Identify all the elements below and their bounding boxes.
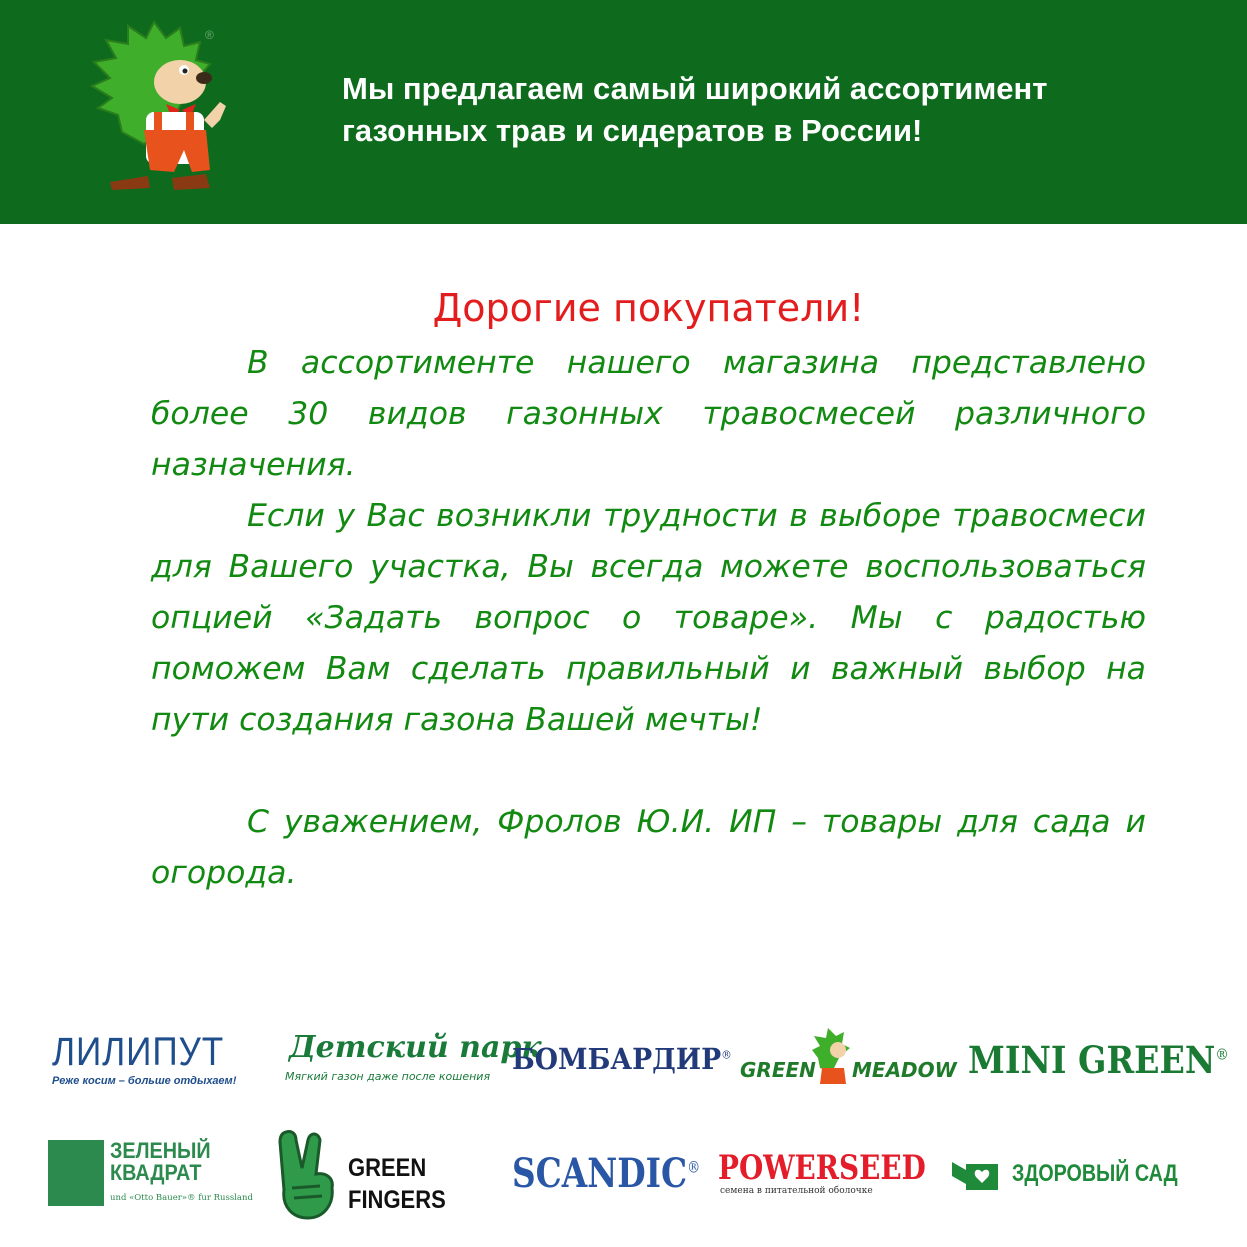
green-square-icon [48, 1140, 104, 1206]
victory-hand-icon [272, 1128, 344, 1220]
zdorovy-sad-name: ЗДОРОВЫЙ САД [1012, 1160, 1178, 1187]
brand-logo-green-fingers [272, 1128, 477, 1220]
brand-logo-zeleny-kvadrat [48, 1138, 253, 1206]
header-banner [0, 0, 1247, 224]
gm-meadow-word: MEADOW [852, 1058, 957, 1082]
brand-logo-zdorovy-sad [948, 1150, 1208, 1200]
hedgehog-mascot-icon [88, 20, 238, 195]
brand-logo-mini-green: MINI GREEN® [968, 1038, 1229, 1082]
powerseed-tagline: семена в питательной оболочке [720, 1186, 873, 1196]
scandic-name: SCANDIC [512, 1150, 688, 1197]
banner-line-2: газонных трав и сидератов в России! [342, 113, 923, 148]
letter-paragraph-1: В ассортименте нашего магазина представлено более 30 видов газонных травосмесей различного назначения. [151, 345, 1146, 483]
letter-signature: С уважением, Фролов Ю.И. ИП – товары для сада и огорода. [151, 804, 1146, 891]
brand-logo-green-meadow [740, 1028, 955, 1090]
brand-logo-powerseed [718, 1148, 938, 1200]
gm-green-word: GREEN [740, 1058, 816, 1082]
mini-green-name: MINI GREEN [968, 1038, 1216, 1082]
zk-tagline: und «Otto Bauer»® fur Russland [110, 1193, 253, 1203]
banner-line-1: Мы предлагаем самый широкий ассортимент [342, 71, 1048, 106]
gf-name: GREEN FINGERS [348, 1154, 446, 1214]
brand-logo-bombardir: БОМБАРДИР® [512, 1042, 732, 1076]
lilipt-name: ЛИЛИПУТ [52, 1030, 225, 1074]
letter-paragraph-2: Если у Вас возникли трудности в выборе травосмеси для Вашего участка, Вы всегда можете воспользоваться опцией «Задать вопрос о товаре». Мы с радостью поможем Вам сделать правильный и важный выбор на пути создания газона Вашей мечты! [151, 498, 1146, 738]
brand-logo-detpark [283, 1030, 542, 1090]
detpark-name: Детский парк [289, 1030, 542, 1065]
banner-slogan [342, 68, 1222, 152]
greeting-heading: Дорогие покупатели! [432, 286, 865, 330]
powerseed-name: POWERSEED [718, 1148, 926, 1188]
zk-name: ЗЕЛЕНЫЙ КВАДРАТ [110, 1138, 211, 1185]
hedgehog-small-icon [810, 1028, 852, 1088]
brand-logo-scandic: SCANDIC® [512, 1150, 701, 1197]
registered-mark: ® [205, 28, 214, 42]
detpark-tagline: Мягкий газон даже после кошения [285, 1070, 491, 1083]
watering-can-heart-icon [948, 1154, 1006, 1196]
letter-body [151, 338, 1146, 899]
lilipt-tagline: Реже косим – больше отдыхаем! [52, 1075, 237, 1087]
bombardir-name: БОМБАРДИР [512, 1042, 722, 1076]
brand-logo-lilipt [50, 1030, 240, 1092]
